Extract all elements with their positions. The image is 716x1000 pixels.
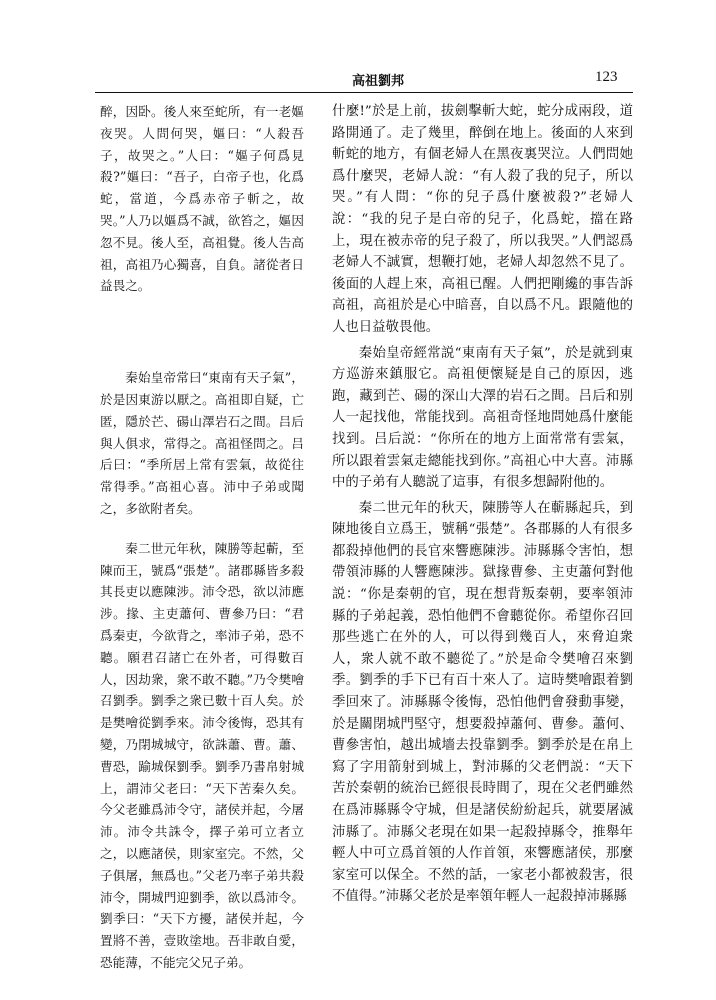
- header-rule: [95, 92, 633, 93]
- translation-paragraph: 秦二世元年的秋天，陳勝等人在蘄縣起兵，到陳地後自立爲王，號稱“張楚”。各郡縣的人有很多都殺掉他們的長官來響應陳涉。沛縣縣令害怕，想帶領沛縣的人響應陳涉。獄掾曹參、主吏蕭何對他説：“你是秦朝的官，現在想背叛秦朝，要率領沛縣的子弟起義，恐怕他們不會聽從你。希望你召回那些逃亡在外的人，可以得到幾百人，來脅迫衆人，衆人就不敢不聽從了。”於是命令樊噲召來劉季。劉季的手下已有百十來人了。這時樊噲跟着劉季回來了。沛縣縣令後悔，恐怕他們會發動事變，於是關閉城門堅守，想要殺掉蕭何、曹參。蕭何、曹參害怕，越出城墻去投靠劉季。劉季於是在帛上寫了字用箭射到城上，對沛縣的父老們説：“天下苦於秦朝的統治已經很長時間了，現在父老們雖然在爲沛縣縣令守城，但是諸侯紛紛起兵，就要屠滅沛縣了。沛縣父老現在如果一起殺掉縣令，推舉年輕人中可立爲首領的人作首領，來響應諸侯，那麼家室可以保全。不然的話，一家老小都被殺害，很不值得。”沛縣父老於是率領年輕人一起殺掉沛縣縣: [332, 500, 633, 905]
- classical-paragraph: 秦始皇帝常曰“東南有天子氣”，於是因東游以厭之。高祖即自疑，亡匿，隱於芒、碭山澤岩石之間。吕后與人俱求，常得之。高祖怪問之。吕后曰：“季所居上常有雲氣，故從往常得季。”高祖心喜。沛中子弟或聞之，多欲附者矣。: [100, 370, 304, 516]
- translation-paragraph: 秦始皇帝經常説“東南有天子氣”，於是就到東方巡游來鎮服它。高祖便懷疑是自己的原因，逃跑，藏到芒、碭的深山大澤的岩石之間。吕后和别人一起找他，常能找到。高祖奇怪地問她爲什麼能找到。吕后説：“你所在的地方上面常常有雲氣，所以跟着雲氣走總能找到你。”高祖心中大喜。沛縣中的子弟有人聽説了這事，有很多想歸附他的。: [332, 345, 633, 491]
- classical-paragraph: 醉，因卧。後人來至蛇所，有一老嫗夜哭。人問何哭，嫗曰：“人殺吾子，故哭之。”人曰：“嫗子何爲見殺?”嫗曰：“吾子，白帝子也，化爲蛇，當道，今爲赤帝子斬之，故哭。”人乃以嫗爲不誠，欲笞之，嫗因忽不見。後人至，高祖覺。後人告高祖，高祖乃心獨喜，自負。諸從者日益畏之。: [100, 104, 304, 294]
- page-number: 123: [595, 69, 618, 85]
- page-header: [95, 70, 633, 90]
- translation-column: [332, 101, 633, 908]
- running-title: 高祖劉邦: [352, 74, 405, 89]
- translation-paragraph: 什麼!”於是上前，拔劍擊斬大蛇，蛇分成兩段，道路開通了。走了幾里，醉倒在地上。後面的人來到斬蛇的地方，有個老婦人在黑夜裏哭泣。人們問她爲什麼哭，老婦人說：“有人殺了我的兒子，所以哭。”有人問：“你的兒子爲什麼被殺?”老婦人說：“我的兒子是白帝的兒子，化爲蛇，擋在路上，現在被赤帝的兒子殺了，所以我哭。”人們認爲老婦人不誠實，想鞭打她，老婦人却忽然不見了。後面的人趕上來，高祖已醒。人們把剛纔的事告訴高祖，高祖於是心中暗喜，自以爲不凡。跟隨他的人也日益敬畏他。: [332, 104, 633, 335]
- classical-paragraph: 秦二世元年秋，陳勝等起蘄，至陳而王，號爲“張楚”。諸郡縣皆多殺其長吏以應陳涉。沛令恐，欲以沛應涉。掾、主吏蕭何、曹參乃曰：“君爲秦吏，今欲背之，率沛子弟，恐不聽。願君召諸亡在外者，可得數百人，因劫衆，衆不敢不聽。”乃令樊噲召劉季。劉季之衆已數十百人矣。於是樊噲從劉季來。沛令後悔，恐其有變，乃閉城城守，欲誅蕭、曹。蕭、曹恐，踰城保劉季。劉季乃書帛射城上，謂沛父老曰：“天下苦秦久矣。今父老雖爲沛令守，諸侯并起，今屠沛。沛令共誅令，擇子弟可立者立之，以應諸侯，則家室完。不然，父子俱屠，無爲也。”父老乃率子弟共殺沛令，開城門迎劉季，欲以爲沛令。劉季曰：“天下方擾，諸侯并起，今置將不善，壹敗塗地。吾非敢自愛，恐能薄，不能完父兄子弟。: [100, 540, 304, 970]
- classical-text-column: [100, 101, 304, 974]
